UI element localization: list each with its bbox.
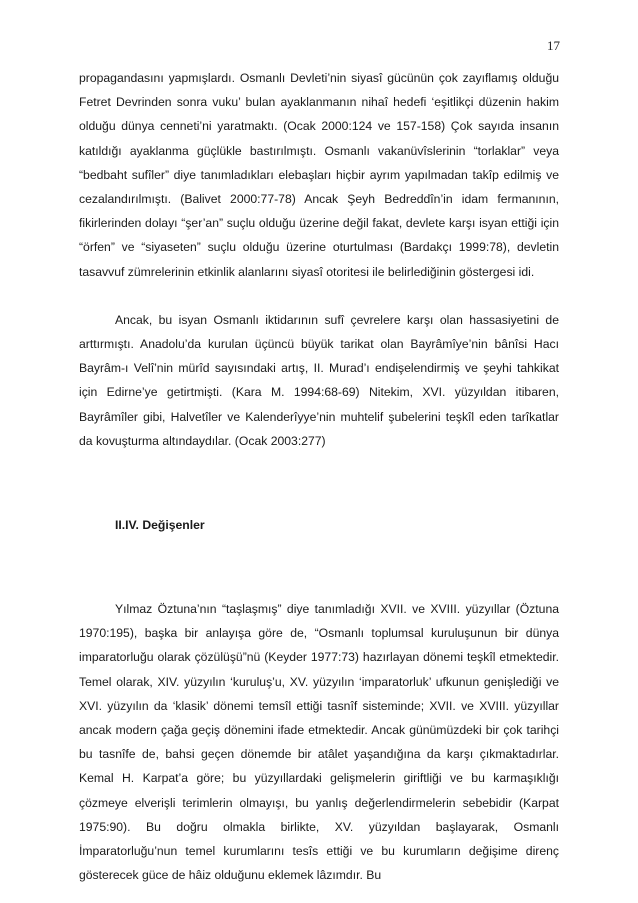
paragraph: Ancak, bu isyan Osmanlı iktidarının sufî çevrelere karşı olan hassasiyetini de arttırmıştı. Anadolu’da kurulan üçüncü büyük tarikat olan Bayrâmîye’nin bânîsi Hacı Bayrâm-ı Velî’nin mürîd sayısındaki artış, II. Murad’ı endişelendirmiş ve şeyhi tahkikat için Edirne’ye getirtmişti. (Kara M. 1994:68-69) Nitekim, XVI. yüzyıldan itibaren, Bayrâmîler gibi, Halvetîler ve Kalenderîyye’nin muhtelif şubelerini teşkîl eden tarîkatlar da kovuşturma altındaydılar. (Ocak 2003:277) — [79, 312, 559, 448]
page-number: 17 — [547, 38, 560, 53]
paragraph: propagandasını yapmışlardı. Osmanlı Devleti’nin siyasî gücünün çok zayıflamış olduğu Fetret Devrinden sonra vuku’ bulan ayaklanmanın nihaî hedefi ‘eşitlikçi düzenin hakim olduğu dünya cenneti’ni yaratmaktı. (Ocak 2000:124 ve 157-158) Çok sayıda insanın katıldığı ayaklanma güçlükle bastırılmıştı. Osmanlı vakanüvîslerinin “torlaklar” veya “bedbaht sufîler” diye tanımladıkları elebaşları hiçbir ayrım yapılmadan takîp edilmiş ve cezalandırılmıştı. (Balivet 2000:77-78) Ancak Şeyh Bedreddîn’in idam fermanının, fikirlerinden dolayı “şer’an” suçlu olduğu üzerine değil fakat, devlete karşı isyan ettiği için “örfen” ve “siyaseten” suçlu olduğu üzerine oturtulması (Bardakçı 1999:78), devletin tasavvuf zümrelerinin etkinlik alanlarını siyasî otoritesi ile belirlediğinin göstergesi idi. — [79, 71, 559, 279]
section-heading: II.IV. Değişenler — [115, 518, 205, 533]
paragraph: Yılmaz Öztuna’nın “taşlaşmış” diye tanımladığı XVII. ve XVIII. yüzyıllar (Öztuna 1970:195), başka bir anlayışa göre de, “Osmanlı toplumsal kuruluşunun bir dünya imparatorluğu olarak çözülüşü”nü (Keyder 1977:73) hazırlayan dönemi teşkîl etmektedir. Temel olarak, XIV. yüzyılın ‘kuruluş’u, XV. yüzyılın ‘imparatorluk’ ufkunun genişlediği ve XVI. yüzyılın da ‘klasik’ dönemi temsîl ettiği tasnîf sisteminde; XVII. ve XVIII. yüzyıllar ancak modern çağa geçiş dönemini ifade etmektedir. Ancak günümüzdeki bir çok tarihçi bu tasnîfe de, bahsi geçen dönemde bir atâlet yaşandığına da karşı çıkmaktadırlar. Kemal H. Karpat’a göre; bu yüzyıllardaki gelişmelerin giriftliği ve bu karmaşıklığı çözmeye elverişli terimlerin olmayışı, bu yanlış değerlendirmelerin sebebidir (Karpat 1975:90). Bu doğru olmakla birlikte, XV. yüzyıldan başlayarak, Osmanlı İmparatorluğu’nun temel kurumlarını tesîs ettiği ve bu kurumların değişime direnç gösterecek güce de hâiz olduğunu eklemek lâzımdır. Bu — [79, 602, 559, 883]
document-body — [79, 66, 559, 887]
